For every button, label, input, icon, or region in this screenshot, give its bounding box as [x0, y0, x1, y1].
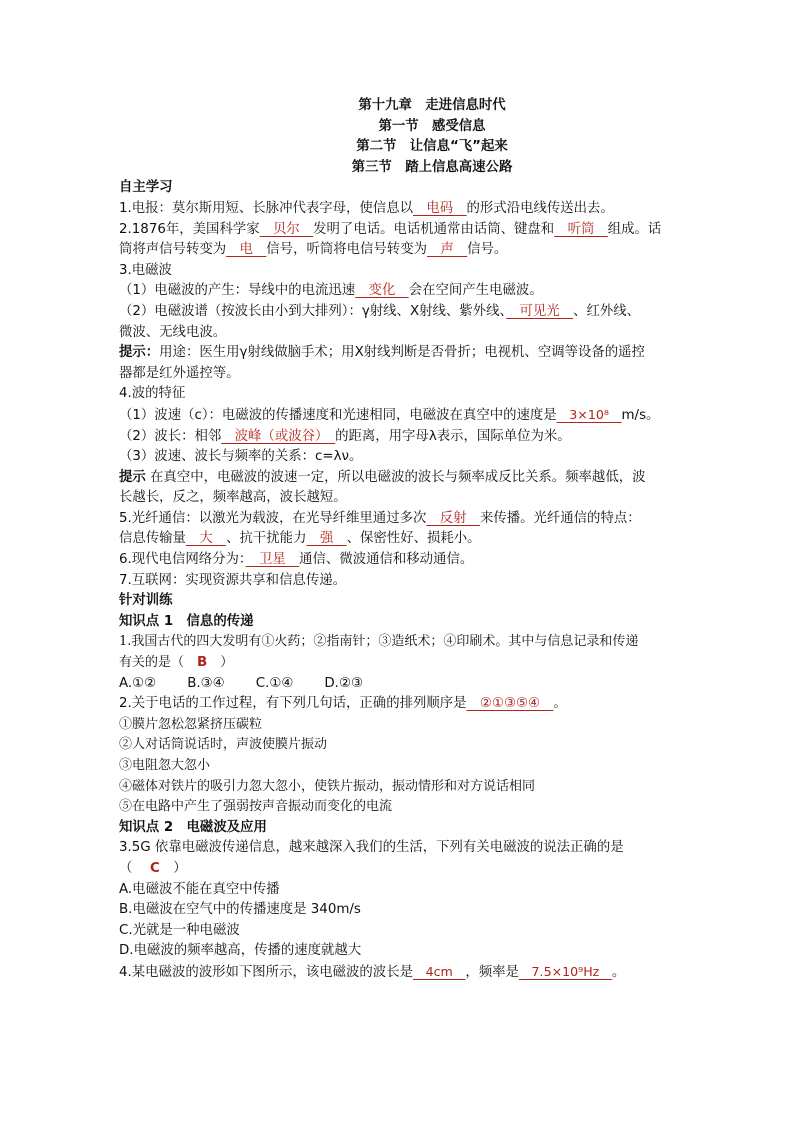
text: 组成。话: [607, 221, 662, 237]
wave-tip-line1: [119, 468, 689, 489]
answer-blank: 电码: [412, 200, 467, 216]
question-1-line2: [119, 653, 689, 674]
fiber-line1: [119, 509, 689, 530]
text: 筒将声信号转变为: [119, 242, 227, 258]
em-heading: 3.电磁波: [119, 262, 172, 278]
text: 1.电报：莫尔斯用短、长脉冲代表字母，使信息以: [119, 200, 413, 216]
question-2-item: ①膜片忽松忽紧挤压碳粒: [119, 716, 263, 732]
answer-blank: 听筒: [554, 221, 608, 237]
text: 2.1876年，美国科学家: [119, 221, 260, 237]
question-3-option: A.电磁波不能在真空中传播: [119, 881, 280, 897]
em-generation: [119, 281, 689, 302]
text: 在真空中，电磁波的波速一定，所以电磁波的波长与频率成反比关系。频率越低，波: [145, 469, 646, 485]
question-1-options: A.①② B.③④ C.①④ D.②③: [119, 675, 363, 691]
question-3-option: D.电磁波的频率越高，传播的速度就越大: [119, 943, 362, 959]
answer-blank: 反射: [426, 510, 480, 526]
text: 。: [611, 964, 626, 980]
wave-relation: （3）波速、波长与频率的关系：c=λν。: [119, 449, 363, 465]
answer-blank: 4cm: [412, 963, 466, 979]
telegraph-item: [119, 199, 689, 220]
internet-item: 7.互联网：实现资源共享和信息传递。: [119, 572, 347, 588]
answer-blank: 贝尔: [259, 221, 314, 237]
question-3-option: B.电磁波在空气中的传播速度是 340m/s: [119, 902, 361, 918]
text: 4.某电磁波的波形如下图所示，该电磁波的波长是: [119, 964, 413, 980]
question-2-item: ③电阻忽大忽小: [119, 758, 211, 773]
answer-blank: 大: [185, 531, 227, 547]
question-3-line1: 3.5G 依靠电磁波传递信息，越来越深入我们的生活，下列有关电磁波的说法正确的是: [119, 840, 624, 856]
wave-speed: [119, 405, 689, 427]
chapter-title: 第十九章 走进信息时代: [358, 98, 506, 113]
text: 1.我国古代的四大发明有①火药；②指南针；③造纸术；④印刷术。其中与信息记录和传递: [119, 634, 639, 650]
wave-tip-line2: 长越长，反之，频率越高，波长越短。: [119, 490, 347, 506]
answer-blank: 变化: [355, 283, 409, 299]
fiber-line2: [119, 529, 689, 550]
text: 、抗干扰能力: [226, 531, 307, 547]
answer-blank: 波峰（或波谷）: [221, 428, 336, 444]
text: 信息传输量: [119, 531, 186, 547]
question-1-line1: [119, 632, 689, 653]
text: 、红外线、: [573, 303, 641, 319]
text: （: [119, 860, 151, 876]
answer-blank: ②①③⑤④: [466, 696, 554, 712]
section-title-1: 第一节 感受信息: [378, 118, 486, 134]
text: 6.现代电信网络分为：: [119, 552, 246, 568]
text: 发明了电话。电话机通常由话筒、键盘和: [313, 221, 555, 237]
text: 2.关于电话的工作过程，有下列几句话，正确的排列顺序是: [119, 696, 467, 712]
text: 5.光纤通信：以激光为载波，在光导纤维里通过多次: [119, 510, 427, 526]
text: 来传播。光纤通信的特点：: [479, 510, 641, 526]
text: ，频率是: [465, 964, 519, 980]
em-spectrum-line2: 微波、无线电波。: [119, 324, 227, 340]
answer-choice: B: [197, 655, 208, 671]
text: 。: [553, 696, 567, 712]
answer-blank: 7.5×10⁹Hz: [518, 963, 612, 979]
answer-blank: 声: [426, 242, 468, 258]
question-3-option: C.光就是一种电磁波: [119, 922, 240, 938]
network-item: [119, 550, 689, 571]
title-block: [119, 96, 689, 178]
em-spectrum-line1: [119, 302, 689, 323]
question-2-item: ⑤在电路中产生了强弱按声音振动而变化的电流: [119, 799, 393, 815]
text: ）: [207, 655, 234, 671]
text: （1）波速（c）：电磁波的传播速度和光速相同，电磁波在真空中的速度是: [119, 407, 557, 423]
text: 、保密性好、损耗小。: [346, 531, 481, 547]
knowledge-point-2: 知识点 2 电磁波及应用: [119, 819, 267, 835]
worksheet-page: [119, 96, 689, 984]
telephone-item-line2: [119, 240, 689, 261]
answer-blank: 3×10⁸: [556, 406, 622, 422]
wave-heading: 4.波的特征: [119, 386, 186, 402]
text: 信号。: [467, 242, 508, 258]
question-3-line2: [119, 859, 689, 880]
answer-choice: C: [150, 860, 160, 876]
question-4: [119, 962, 689, 984]
self-study-heading: 自主学习: [119, 180, 173, 196]
text: （2）波长：相邻: [119, 428, 222, 444]
answer-blank: 可见光: [506, 303, 574, 319]
section-title-3: 第三节 踏上信息高速公路: [351, 159, 513, 175]
telephone-item-line1: [119, 220, 689, 241]
section-title-2: 第二节 让信息“飞”起来: [356, 139, 508, 155]
text: ）: [159, 860, 187, 876]
tip-label: 提示: [119, 469, 146, 485]
question-2-item: ④磁体对铁片的吸引力忽大忽小，使铁片振动，振动情形和对方说话相同: [119, 778, 536, 794]
text: 会在空间产生电磁波。: [408, 283, 543, 299]
text: 有关的是（: [119, 655, 198, 671]
text: （1）电磁波的产生：导线中的电流迅速: [119, 283, 356, 299]
question-2-item: ②人对话筒说话时，声波使膜片振动: [119, 737, 328, 753]
text: 的形式沿电线传送出去。: [466, 200, 614, 216]
question-2: [119, 694, 689, 715]
text: m/s。: [621, 407, 660, 423]
training-heading: 针对训练: [119, 593, 173, 609]
text: 的距离，用字母λ表示，国际单位为米。: [335, 428, 571, 444]
answer-blank: 卫星: [245, 552, 300, 568]
em-tip-line1: [119, 343, 689, 364]
text: 用途：医生用γ射线做脑手术；用X射线判断是否骨折；电视机、空调等设备的遥控: [159, 345, 645, 361]
wave-length: [119, 427, 689, 448]
text: （2）电磁波谱（按波长由小到大排列）：γ射线、X射线、紫外线、: [119, 303, 507, 319]
knowledge-point-1: 知识点 1 信息的传递: [119, 613, 254, 629]
text: 通信、微波通信和移动通信。: [299, 552, 474, 568]
em-tip-line2: 器都是红外遥控等。: [119, 365, 240, 381]
text: 信号，听筒将电信号转变为: [266, 242, 427, 258]
answer-blank: 电: [226, 242, 267, 258]
answer-blank: 强: [306, 531, 347, 547]
tip-label: 提示：: [119, 345, 160, 361]
